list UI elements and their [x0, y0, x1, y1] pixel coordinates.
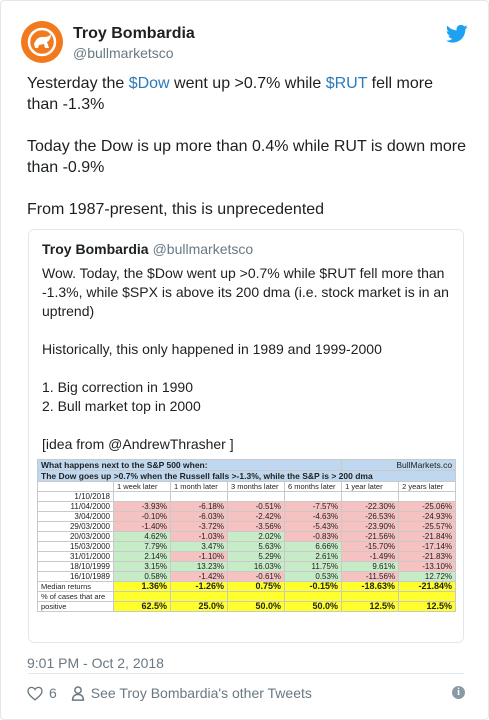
header-1m: 1 month later [171, 482, 228, 492]
return-cell [399, 492, 456, 502]
quoted-paragraph-2: Historically, this only happened in 1989 and 1999-2000 [42, 341, 382, 357]
return-cell: -25.06% [399, 502, 456, 512]
return-cell: -3.72% [171, 522, 228, 532]
pct-label-row [38, 592, 456, 602]
return-cell: -0.10% [114, 512, 171, 522]
row-date: 11/04/2000 [38, 502, 114, 512]
return-cell: 0.58% [114, 572, 171, 582]
header-blank [38, 482, 114, 492]
return-cell: -5.43% [285, 522, 342, 532]
sheet-brand: BullMarkets.co [342, 460, 456, 471]
row-date: 29/03/2000 [38, 522, 114, 532]
return-cell: -1.03% [171, 532, 228, 542]
quoted-tweet-header [42, 241, 253, 257]
pct-label-1: % of cases that are [38, 592, 114, 602]
return-cell: -0.51% [228, 502, 285, 512]
sheet-title-row [38, 460, 456, 471]
sheet-body [38, 492, 456, 582]
return-cell: -3.56% [228, 522, 285, 532]
spreadsheet-image [37, 459, 456, 612]
return-cell: 5.63% [228, 542, 285, 552]
return-cell [342, 492, 399, 502]
row-date: 18/10/1999 [38, 562, 114, 572]
return-cell [228, 492, 285, 502]
quoted-list-item-1: 1. Big correction in 1990 [42, 379, 193, 395]
median-cell: -18.63% [342, 582, 399, 592]
author-handle[interactable]: @bullmarketsco [73, 45, 174, 61]
pct-cell: 12.5% [342, 602, 399, 612]
row-date: 31/01/2000 [38, 552, 114, 562]
pct-cell: 50.0% [228, 602, 285, 612]
return-cell: -4.63% [285, 512, 342, 522]
table-row [38, 512, 456, 522]
return-cell: 2.14% [114, 552, 171, 562]
tweet-footer [27, 683, 471, 703]
quoted-tweet[interactable] [28, 229, 464, 643]
table-row [38, 532, 456, 542]
table-row [38, 522, 456, 532]
tweet-text [27, 73, 467, 241]
return-cell: -21.83% [399, 552, 456, 562]
pct-cell: 25.0% [171, 602, 228, 612]
return-cell: -0.83% [285, 532, 342, 542]
median-label: Median returns [38, 582, 114, 592]
return-cell: 11.75% [285, 562, 342, 572]
bull-logo-icon [27, 27, 57, 57]
return-cell: 13.23% [171, 562, 228, 572]
table-row [38, 552, 456, 562]
return-cell: -13.10% [399, 562, 456, 572]
sheet-subtitle: The Dow goes up >0.7% when the Russell falls >-1.3%, while the S&P is > 200 dma [38, 471, 456, 482]
person-icon [71, 686, 85, 701]
quoted-paragraph-4: [idea from @AndrewThrasher ] [42, 436, 234, 452]
median-cell: -21.84% [399, 582, 456, 592]
return-cell: -1.42% [171, 572, 228, 582]
return-cell: -21.84% [399, 532, 456, 542]
return-cell: 5.29% [228, 552, 285, 562]
return-cell: -23.90% [342, 522, 399, 532]
return-cell: 16.03% [228, 562, 285, 572]
return-cell: -26.53% [342, 512, 399, 522]
header-3m: 3 months later [228, 482, 285, 492]
sheet-title: What happens next to the S&P 500 when: [38, 460, 342, 471]
quoted-paragraph-1: Wow. Today, the $Dow went up >0.7% while $RUT fell more than -1.3%, while $SPX is above its 200 dma (i.e. stock market is in an uptrend) [42, 265, 449, 319]
return-cell: -1.49% [342, 552, 399, 562]
text-fragment: went up >0.7% while [169, 75, 326, 92]
author-name[interactable]: Troy Bombardia [73, 25, 195, 42]
header-1y: 1 year later [342, 482, 399, 492]
cashtag-rut-link[interactable]: $RUT [325, 75, 368, 92]
row-date: 3/04/2000 [38, 512, 114, 522]
median-cell: -0.15% [285, 582, 342, 592]
heart-icon[interactable] [27, 686, 43, 701]
return-cell [114, 492, 171, 502]
table-row [38, 542, 456, 552]
return-cell: 6.66% [285, 542, 342, 552]
row-date: 15/03/2000 [38, 542, 114, 552]
header-6m: 6 months later [285, 482, 342, 492]
pct-cell: 12.5% [399, 602, 456, 612]
median-row [38, 582, 456, 592]
return-cell: 3.15% [114, 562, 171, 572]
table-row [38, 492, 456, 502]
header-2y: 2 years later [399, 482, 456, 492]
return-cell: 12.72% [399, 572, 456, 582]
tweet-paragraph-3: From 1987-present, this is unprecedented [27, 201, 325, 218]
info-icon[interactable]: i [452, 686, 465, 699]
pct-row [38, 602, 456, 612]
return-cell: -2.42% [228, 512, 285, 522]
table-row [38, 502, 456, 512]
return-cell: -1.40% [114, 522, 171, 532]
pct-spacer [171, 592, 228, 602]
return-cell: -6.03% [171, 512, 228, 522]
return-cell: -24.93% [399, 512, 456, 522]
row-date: 1/10/2018 [38, 492, 114, 502]
return-cell: 3.47% [171, 542, 228, 552]
quoted-author-handle: @bullmarketsco [152, 241, 254, 257]
avatar[interactable] [21, 21, 63, 63]
return-cell [285, 492, 342, 502]
pct-label-2: positive [38, 602, 114, 612]
median-cell: 1.36% [114, 582, 171, 592]
text-fragment: Yesterday the [27, 75, 129, 92]
pct-spacer [228, 592, 285, 602]
see-other-tweets-link[interactable]: See Troy Bombardia's other Tweets [90, 685, 312, 701]
return-cell: -17.14% [399, 542, 456, 552]
table-row [38, 572, 456, 582]
return-cell: 4.62% [114, 532, 171, 542]
twitter-bird-icon[interactable] [446, 24, 468, 44]
return-cell: -1.10% [171, 552, 228, 562]
sheet-header-row [38, 482, 456, 492]
tweet-timestamp-link[interactable]: 9:01 PM - Oct 2, 2018 [27, 655, 164, 671]
return-cell: -15.70% [342, 542, 399, 552]
return-cell [171, 492, 228, 502]
sheet-subtitle-row [38, 471, 456, 482]
pct-spacer [399, 592, 456, 602]
pct-spacer [114, 592, 171, 602]
median-cell: -1.26% [171, 582, 228, 592]
return-cell: 9.61% [342, 562, 399, 572]
table-row [38, 562, 456, 572]
return-cell: -7.57% [285, 502, 342, 512]
return-cell: -3.93% [114, 502, 171, 512]
text-fragment: fell more than -1.3% [27, 75, 433, 113]
return-cell: -21.56% [342, 532, 399, 542]
pct-spacer [342, 592, 399, 602]
quoted-author-name: Troy Bombardia [42, 241, 149, 257]
like-count[interactable]: 6 [49, 685, 57, 701]
return-cell: 7.79% [114, 542, 171, 552]
row-date: 16/10/1989 [38, 572, 114, 582]
return-cell: 2.61% [285, 552, 342, 562]
tweet-paragraph-1 [27, 73, 467, 115]
quoted-list-item-2: 2. Bull market top in 2000 [42, 398, 201, 414]
return-cell: -6.18% [171, 502, 228, 512]
return-cell: -11.56% [342, 572, 399, 582]
footer-divider [28, 673, 464, 674]
row-date: 20/03/2000 [38, 532, 114, 542]
tweet-paragraph-2: Today the Dow is up more than 0.4% while RUT is down more than -0.9% [27, 138, 467, 176]
cashtag-dow-link[interactable]: $Dow [128, 75, 170, 92]
pct-cell: 62.5% [114, 602, 171, 612]
header-1w: 1 week later [114, 482, 171, 492]
return-cell: -25.57% [399, 522, 456, 532]
quoted-tweet-text [42, 264, 452, 473]
return-cell: 0.53% [285, 572, 342, 582]
return-cell: -0.61% [228, 572, 285, 582]
median-cell: 0.75% [228, 582, 285, 592]
pct-cell: 50.0% [285, 602, 342, 612]
pct-spacer [285, 592, 342, 602]
return-cell: 2.02% [228, 532, 285, 542]
return-cell: -22.30% [342, 502, 399, 512]
